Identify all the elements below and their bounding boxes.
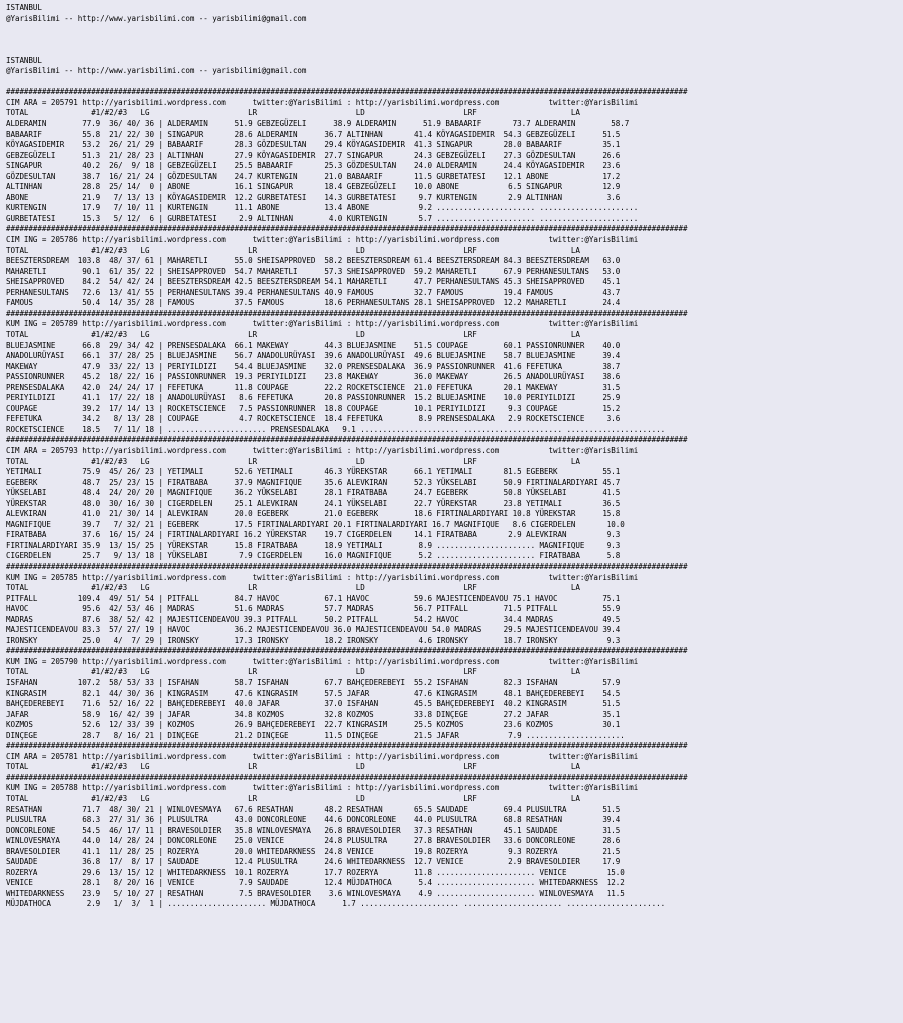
text-line: CIM ING = 205786 http://yarisbilimi.wordpress.com twitter:@YarisBilimi : http://yarisbilimi.wordpress.com twitter:@YarisBilimi	[6, 235, 639, 245]
text-line: BAHÇEDEREBEYI 71.6 52/ 16/ 22 | BAHÇEDEREBEYI 40.0 JAFAR 37.0 ISFAHAN 45.5 BAHÇEDEREBEYI 40.2 KINGRASIM 51.5	[6, 699, 621, 709]
text-line: ISFAHAN 107.2 58/ 53/ 33 | ISFAHAN 58.7 ISFAHAN 67.7 BAHÇEDEREBEYI 55.2 ISFAHAN 82.3 ISFAHAN 57.9	[6, 678, 621, 687]
text-line: TOTAL #1/#2/#3 LG LR LD LRF LA	[6, 456, 580, 466]
text-line: ########################################################################################################################################################	[6, 561, 688, 571]
text-line	[6, 77, 903, 88]
text-line: PRENSESDALAKA 42.0 24/ 24/ 17 | FEFETUKA 11.8 COUPAGE 22.2 ROCKETSCIENCE 21.0 FEFETUKA 20.1 MAKEWAY 31.5	[6, 382, 621, 392]
text-line: ALDERAMIN 77.9 36/ 40/ 36 | ALDERAMIN 51.9 GEBZEGÜZELI 38.9 ALDERAMIN 51.9 BABAARIF 73.7 ALDERAMIN 58.7	[6, 119, 630, 129]
text-line: ABONE 21.9 7/ 13/ 13 | KÖYAGASIDEMIR 12.2 GURBETATESI 14.3 GURBETATESI 9.7 KURTENGIN 2.9 ALTINHAN 3.6	[6, 192, 621, 202]
text-line: @YarisBilimi -- http://www.yarisbilimi.com -- yarisbilimi@gmail.com	[6, 13, 307, 23]
text-line: FAMOUS 50.4 14/ 35/ 28 | FAMOUS 37.5 FAMOUS 18.6 PERHANESULTANS 28.1 SHEISAPPROVED 12.2 MAHARETLI 24.4	[6, 298, 621, 308]
text-line: DINÇEGE 28.7 8/ 16/ 21 | DINÇEGE 21.2 DINÇEGE 11.5 DINÇEGE 21.5 JAFAR 7.9 ......................	[6, 730, 625, 740]
text-line: PERIYILDIZI 41.1 17/ 22/ 18 | ANADOLURÜYASI 8.6 FEFETUKA 20.8 PASSIONRUNNER 15.2 BLUEJASMINE 10.0 PERIYILDIZI 25.9	[6, 393, 621, 403]
text-line: CIM ARA = 205791 http://yarisbilimi.wordpress.com twitter:@YarisBilimi : http://yarisbilimi.wordpress.com twitter:@YarisBilimi	[6, 97, 639, 107]
text-line: YÜKSELABI 48.4 24/ 20/ 20 | MAGNIFIQUE 36.2 YÜKSELABI 28.1 FIRATBABA 24.7 EGEBERK 50.8 YÜKSELABI 41.5	[6, 488, 621, 498]
text-line: KOZMOS 52.6 12/ 33/ 39 | KOZMOS 26.9 BAHÇEDEREBEYI 22.7 KINGRASIM 25.5 KOZMOS 23.6 KOZMOS 30.1	[6, 720, 621, 730]
text-line: TOTAL #1/#2/#3 LG LR LD LRF LA	[6, 667, 580, 677]
text-line: MADRAS 87.6 38/ 52/ 42 | MAJESTICENDEAVOU 39.3 PITFALL 50.2 PITFALL 54.2 HAVOC 34.4 MADRAS 49.5	[6, 614, 621, 624]
text-line: KUM ING = 205788 http://yarisbilimi.wordpress.com twitter:@YarisBilimi : http://yarisbilimi.wordpress.com twitter:@YarisBilimi	[6, 783, 639, 793]
text-line: @YarisBilimi -- http://www.yarisbilimi.com -- yarisbilimi@gmail.com	[6, 66, 307, 76]
text-line: ANADOLURÜYASI 66.1 37/ 28/ 25 | BLUEJASMINE 56.7 ANADOLURÜYASI 39.6 ANADOLURÜYASI 49.6 BLUEJASMINE 58.7 BLUEJASMINE 39.4	[6, 351, 621, 361]
text-line: ########################################################################################################################################################	[6, 224, 688, 234]
text-line: WINLOVESMAYA 44.0 14/ 28/ 24 | DONCORLEONE 25.0 VENICE 24.8 PLUSULTRA 27.8 BRAVESOLDIER 33.6 DONCORLEONE 28.6	[6, 836, 621, 846]
text-line: JAFAR 58.9 16/ 42/ 39 | JAFAR 34.8 KOZMOS 32.8 KOZMOS 33.8 DINÇEGE 27.2 JAFAR 35.1	[6, 709, 621, 719]
text-line: ########################################################################################################################################################	[6, 772, 688, 782]
text-line: CIM ARA = 205793 http://yarisbilimi.wordpress.com twitter:@YarisBilimi : http://yarisbilimi.wordpress.com twitter:@YarisBilimi	[6, 445, 639, 455]
text-line: MAGNIFIQUE 39.7 7/ 32/ 21 | EGEBERK 17.5 FIRTINALARDIYARI 20.1 FIRTINALARDIYARI 16.7 MAGNIFIQUE 8.6 CIGERDELEN 10.0	[6, 519, 625, 529]
text-line: KUM ING = 205785 http://yarisbilimi.wordpress.com twitter:@YarisBilimi : http://yarisbilimi.wordpress.com twitter:@YarisBilimi	[6, 572, 639, 582]
text-line: CIM ARA = 205781 http://yarisbilimi.wordpress.com twitter:@YarisBilimi : http://yarisbilimi.wordpress.com twitter:@YarisBilimi	[6, 751, 639, 761]
text-line: GÖZDESULTAN 38.7 16/ 21/ 24 | GÖZDESULTAN 24.7 KURTENGIN 21.0 BABAARIF 11.5 GURBETATESI 12.1 ABONE 17.2	[6, 171, 621, 181]
text-line: KUM ING = 205789 http://yarisbilimi.wordpress.com twitter:@YarisBilimi : http://yarisbilimi.wordpress.com twitter:@YarisBilimi	[6, 319, 639, 329]
text-line: COUPAGE 39.2 17/ 14/ 13 | ROCKETSCIENCE 7.5 PASSIONRUNNER 18.8 COUPAGE 10.1 PERIYILDIZI 9.3 COUPAGE 15.2	[6, 403, 621, 413]
text-line: PLUSULTRA 68.3 27/ 31/ 36 | PLUSULTRA 43.0 DONCORLEONE 44.6 DONCORLEONE 44.0 PLUSULTRA 68.8 RESATHAN 39.4	[6, 815, 621, 825]
text-line: PERHANESULTANS 72.6 13/ 41/ 55 | PERHANESULTANS 39.4 PERHANESULTANS 40.9 FAMOUS 32.7 FAMOUS 19.4 FAMOUS 43.7	[6, 287, 621, 297]
text-line: KÖYAGASIDEMIR 53.2 26/ 21/ 29 | BABAARIF 28.3 GÖZDESULTAN 29.4 KÖYAGASIDEMIR 41.3 SINGAPUR 28.0 BABAARIF 35.1	[6, 140, 621, 150]
text-line: WHITEDARKNESS 23.9 5/ 10/ 27 | RESATHAN 7.5 BRAVESOLDIER 3.6 WINLOVESMAYA 4.9 ...................... WINLOVESMAYA 11.5	[6, 888, 625, 898]
text-line: KURTENGIN 17.9 7/ 10/ 11 | KURTENGIN 11.1 ABONE 13.4 ABONE 9.2 ...................... ......................	[6, 203, 639, 213]
text-line: TOTAL #1/#2/#3 LG LR LD LRF LA	[6, 245, 580, 255]
text-line: ALEVKIRAN 41.0 21/ 30/ 14 | ALEVKIRAN 20.0 EGEBERK 21.0 EGEBERK 18.6 FIRTINALARDIYARI 10.8 YÜREKSTAR 15.8	[6, 509, 621, 519]
text-line: SINGAPUR 40.2 26/ 9/ 18 | GEBZEGÜZELI 25.5 BABAARIF 25.3 GÖZDESULTAN 24.0 ALDERAMIN 24.4 KÖYAGASIDEMIR 23.6	[6, 161, 621, 171]
text-line: ROZERYA 29.6 13/ 15/ 12 | WHITEDARKNESS 10.1 ROZERYA 17.7 ROZERYA 11.8 ...................... VENICE 15.0	[6, 867, 625, 877]
text-line: FEFETUKA 34.2 8/ 13/ 28 | COUPAGE 4.7 ROCKETSCIENCE 18.4 FEFETUKA 8.9 PRENSESDALAKA 2.9 ROCKETSCIENCE 3.6	[6, 414, 621, 424]
text-line: ########################################################################################################################################################	[6, 741, 688, 751]
text-line	[6, 24, 903, 35]
text-line: MAJESTICENDEAVOU 83.3 57/ 27/ 19 | HAVOC 36.2 MAJESTICENDEAVOU 36.0 MAJESTICENDEAVOU 54.0 MADRAS 29.5 MAJESTICENDEAVOU 39.4	[6, 625, 621, 635]
text-line: CIGERDELEN 25.7 9/ 13/ 18 | YÜKSELABI 7.9 CIGERDELEN 16.0 MAGNIFIQUE 5.2 ...................... FIRATBABA 5.8	[6, 551, 621, 561]
text-line: DONCORLEONE 54.5 46/ 17/ 11 | BRAVESOLDIER 35.8 WINLOVESMAYA 26.8 BRAVESOLDIER 37.3 RESATHAN 45.1 SAUDADE 31.5	[6, 825, 621, 835]
text-line: ########################################################################################################################################################	[6, 646, 688, 656]
text-line: GURBETATESI 15.3 5/ 12/ 6 | GURBETATESI 2.9 ALTINHAN 4.0 KURTENGIN 5.7 ...................... ......................	[6, 213, 639, 223]
text-line: YÜREKSTAR 48.0 30/ 16/ 30 | CIGERDELEN 25.1 ALEVKIRAN 24.1 YÜKSELABI 22.7 YÜREKSTAR 23.8 YETIMALI 36.5	[6, 498, 621, 508]
text-line: ISTANBUL	[6, 55, 42, 65]
text-line: PITFALL 109.4 49/ 51/ 54 | PITFALL 84.7 HAVOC 67.1 HAVOC 59.6 MAJESTICENDEAVOU 75.1 HAVOC 75.1	[6, 593, 621, 603]
text-line: SHEISAPPROVED 84.2 54/ 42/ 24 | BEESZTERSDREAM 42.5 BEESZTERSDREAM 54.1 MAHARETLI 47.7 PERHANESULTANS 45.3 SHEISAPPROVED 45.1	[6, 277, 621, 287]
text-line: TOTAL #1/#2/#3 LG LR LD LRF LA	[6, 762, 580, 772]
text-line: BABAARIF 55.8 21/ 22/ 30 | SINGAPUR 28.6 ALDERAMIN 36.7 ALTINHAN 41.4 KÖYAGASIDEMIR 54.3 GEBZEGÜZELI 51.5	[6, 129, 621, 139]
text-line: MAKEWAY 47.9 33/ 22/ 13 | PERIYILDIZI 54.4 BLUEJASMINE 32.0 PRENSESDALAKA 36.9 PASSIONRUNNER 41.6 FEFETUKA 38.7	[6, 361, 621, 371]
text-line: TOTAL #1/#2/#3 LG LR LD LRF LA	[6, 583, 580, 593]
text-line: PASSIONRUNNER 45.2 18/ 22/ 16 | PASSIONRUNNER 19.3 PERIYILDIZI 23.8 MAKEWAY 36.0 MAKEWAY 26.5 ANADOLURÜYASI 38.6	[6, 372, 621, 382]
text-line: BEESZTERSDREAM 103.8 48/ 37/ 61 | MAHARETLI 55.0 SHEISAPPROVED 58.2 BEESZTERSDREAM 61.4 BEESZTERSDREAM 84.3 BEESZTERSDREAM 63.0	[6, 256, 621, 266]
text-line: VENICE 28.1 8/ 20/ 16 | VENICE 7.9 SAUDADE 12.4 MÜJDATHOCA 5.4 ...................... WHITEDARKNESS 12.2	[6, 878, 625, 888]
text-line: SAUDADE 36.8 17/ 8/ 17 | SAUDADE 12.4 PLUSULTRA 24.6 WHITEDARKNESS 12.7 VENICE 2.9 BRAVESOLDIER 17.9	[6, 857, 621, 867]
text-line: TOTAL #1/#2/#3 LG LR LD LRF LA	[6, 329, 580, 339]
text-line	[6, 35, 903, 46]
text-line: HAVOC 95.6 42/ 53/ 46 | MADRAS 51.6 MADRAS 57.7 MADRAS 56.7 PITFALL 71.5 PITFALL 55.9	[6, 604, 621, 614]
text-line: BRAVESOLDIER 41.1 11/ 28/ 25 | ROZERYA 20.0 WHITEDARKNESS 24.8 VENICE 19.8 ROZERYA 9.3 ROZERYA 21.5	[6, 846, 621, 856]
text-line: FIRATBABA 37.6 16/ 15/ 24 | FIRTINALARDIYARI 16.2 YÜREKSTAR 19.7 CIGERDELEN 14.1 FIRATBABA 2.9 ALEVKIRAN 9.3	[6, 530, 621, 540]
text-line: ########################################################################################################################################################	[6, 435, 688, 445]
text-line: TOTAL #1/#2/#3 LG LR LD LRF LA	[6, 108, 580, 118]
text-line: MAHARETLI 90.1 61/ 35/ 22 | SHEISAPPROVED 54.7 MAHARETLI 57.3 SHEISAPPROVED 59.2 MAHARETLI 67.9 PERHANESULTANS 53.0	[6, 266, 621, 276]
text-line: KUM ING = 205790 http://yarisbilimi.wordpress.com twitter:@YarisBilimi : http://yarisbilimi.wordpress.com twitter:@YarisBilimi	[6, 656, 639, 666]
text-line: EGEBERK 48.7 25/ 23/ 15 | FIRATBABA 37.9 MAGNIFIQUE 35.6 ALEVKIRAN 52.3 YÜKSELABI 50.9 FIRTINALARDIYARI 45.7	[6, 477, 621, 487]
text-line: ROCKETSCIENCE 18.5 7/ 11/ 18 | ...................... PRENSESDALAKA 9.1 ...................... ...................... ......................	[6, 424, 666, 434]
text-line: YETIMALI 75.9 45/ 26/ 23 | YETIMALI 52.6 YETIMALI 46.3 YÜREKSTAR 66.1 YETIMALI 81.5 EGEBERK 55.1	[6, 467, 621, 477]
text-line: MÜJDATHOCA 2.9 1/ 3/ 1 | ...................... MÜJDATHOCA 1.7 ...................... ...................... ......................	[6, 899, 666, 909]
text-line: TOTAL #1/#2/#3 LG LR LD LRF LA	[6, 794, 580, 804]
text-line: BLUEJASMINE 66.8 29/ 34/ 42 | PRENSESDALAKA 66.1 MAKEWAY 44.3 BLUEJASMINE 51.5 COUPAGE 60.1 PASSIONRUNNER 40.0	[6, 340, 621, 350]
text-line: ########################################################################################################################################################	[6, 87, 688, 97]
text-line: ALTINHAN 28.8 25/ 14/ 0 | ABONE 16.1 SINGAPUR 18.4 GEBZEGÜZELI 10.0 ABONE 6.5 SINGAPUR 12.9	[6, 182, 621, 192]
text-line: ########################################################################################################################################################	[6, 308, 688, 318]
text-line: ISTANBUL	[6, 3, 42, 12]
text-line: KINGRASIM 82.1 44/ 30/ 36 | KINGRASIM 47.6 KINGRASIM 57.5 JAFAR 47.6 KINGRASIM 48.1 BAHÇEDEREBEYI 54.5	[6, 688, 621, 698]
text-line: FIRTINALARDIYARI 35.9 13/ 15/ 25 | YÜREKSTAR 15.8 FIRATBABA 18.9 YETIMALI 8.9 ...................... MAGNIFIQUE 9.3	[6, 540, 621, 550]
text-line	[6, 45, 903, 56]
text-line: IRONSKY 25.0 4/ 7/ 29 | IRONSKY 17.3 IRONSKY 18.2 IRONSKY 4.6 IRONSKY 18.7 IRONSKY 9.3	[6, 635, 621, 645]
text-line: GEBZEGÜZELI 51.3 21/ 28/ 23 | ALTINHAN 27.9 KÖYAGASIDEMIR 27.7 SINGAPUR 24.3 GEBZEGÜZELI 27.3 GÖZDESULTAN 26.6	[6, 150, 621, 160]
text-line: RESATHAN 71.7 48/ 30/ 21 | WINLOVESMAYA 67.6 RESATHAN 48.2 RESATHAN 65.5 SAUDADE 69.4 PLUSULTRA 51.5	[6, 804, 621, 814]
